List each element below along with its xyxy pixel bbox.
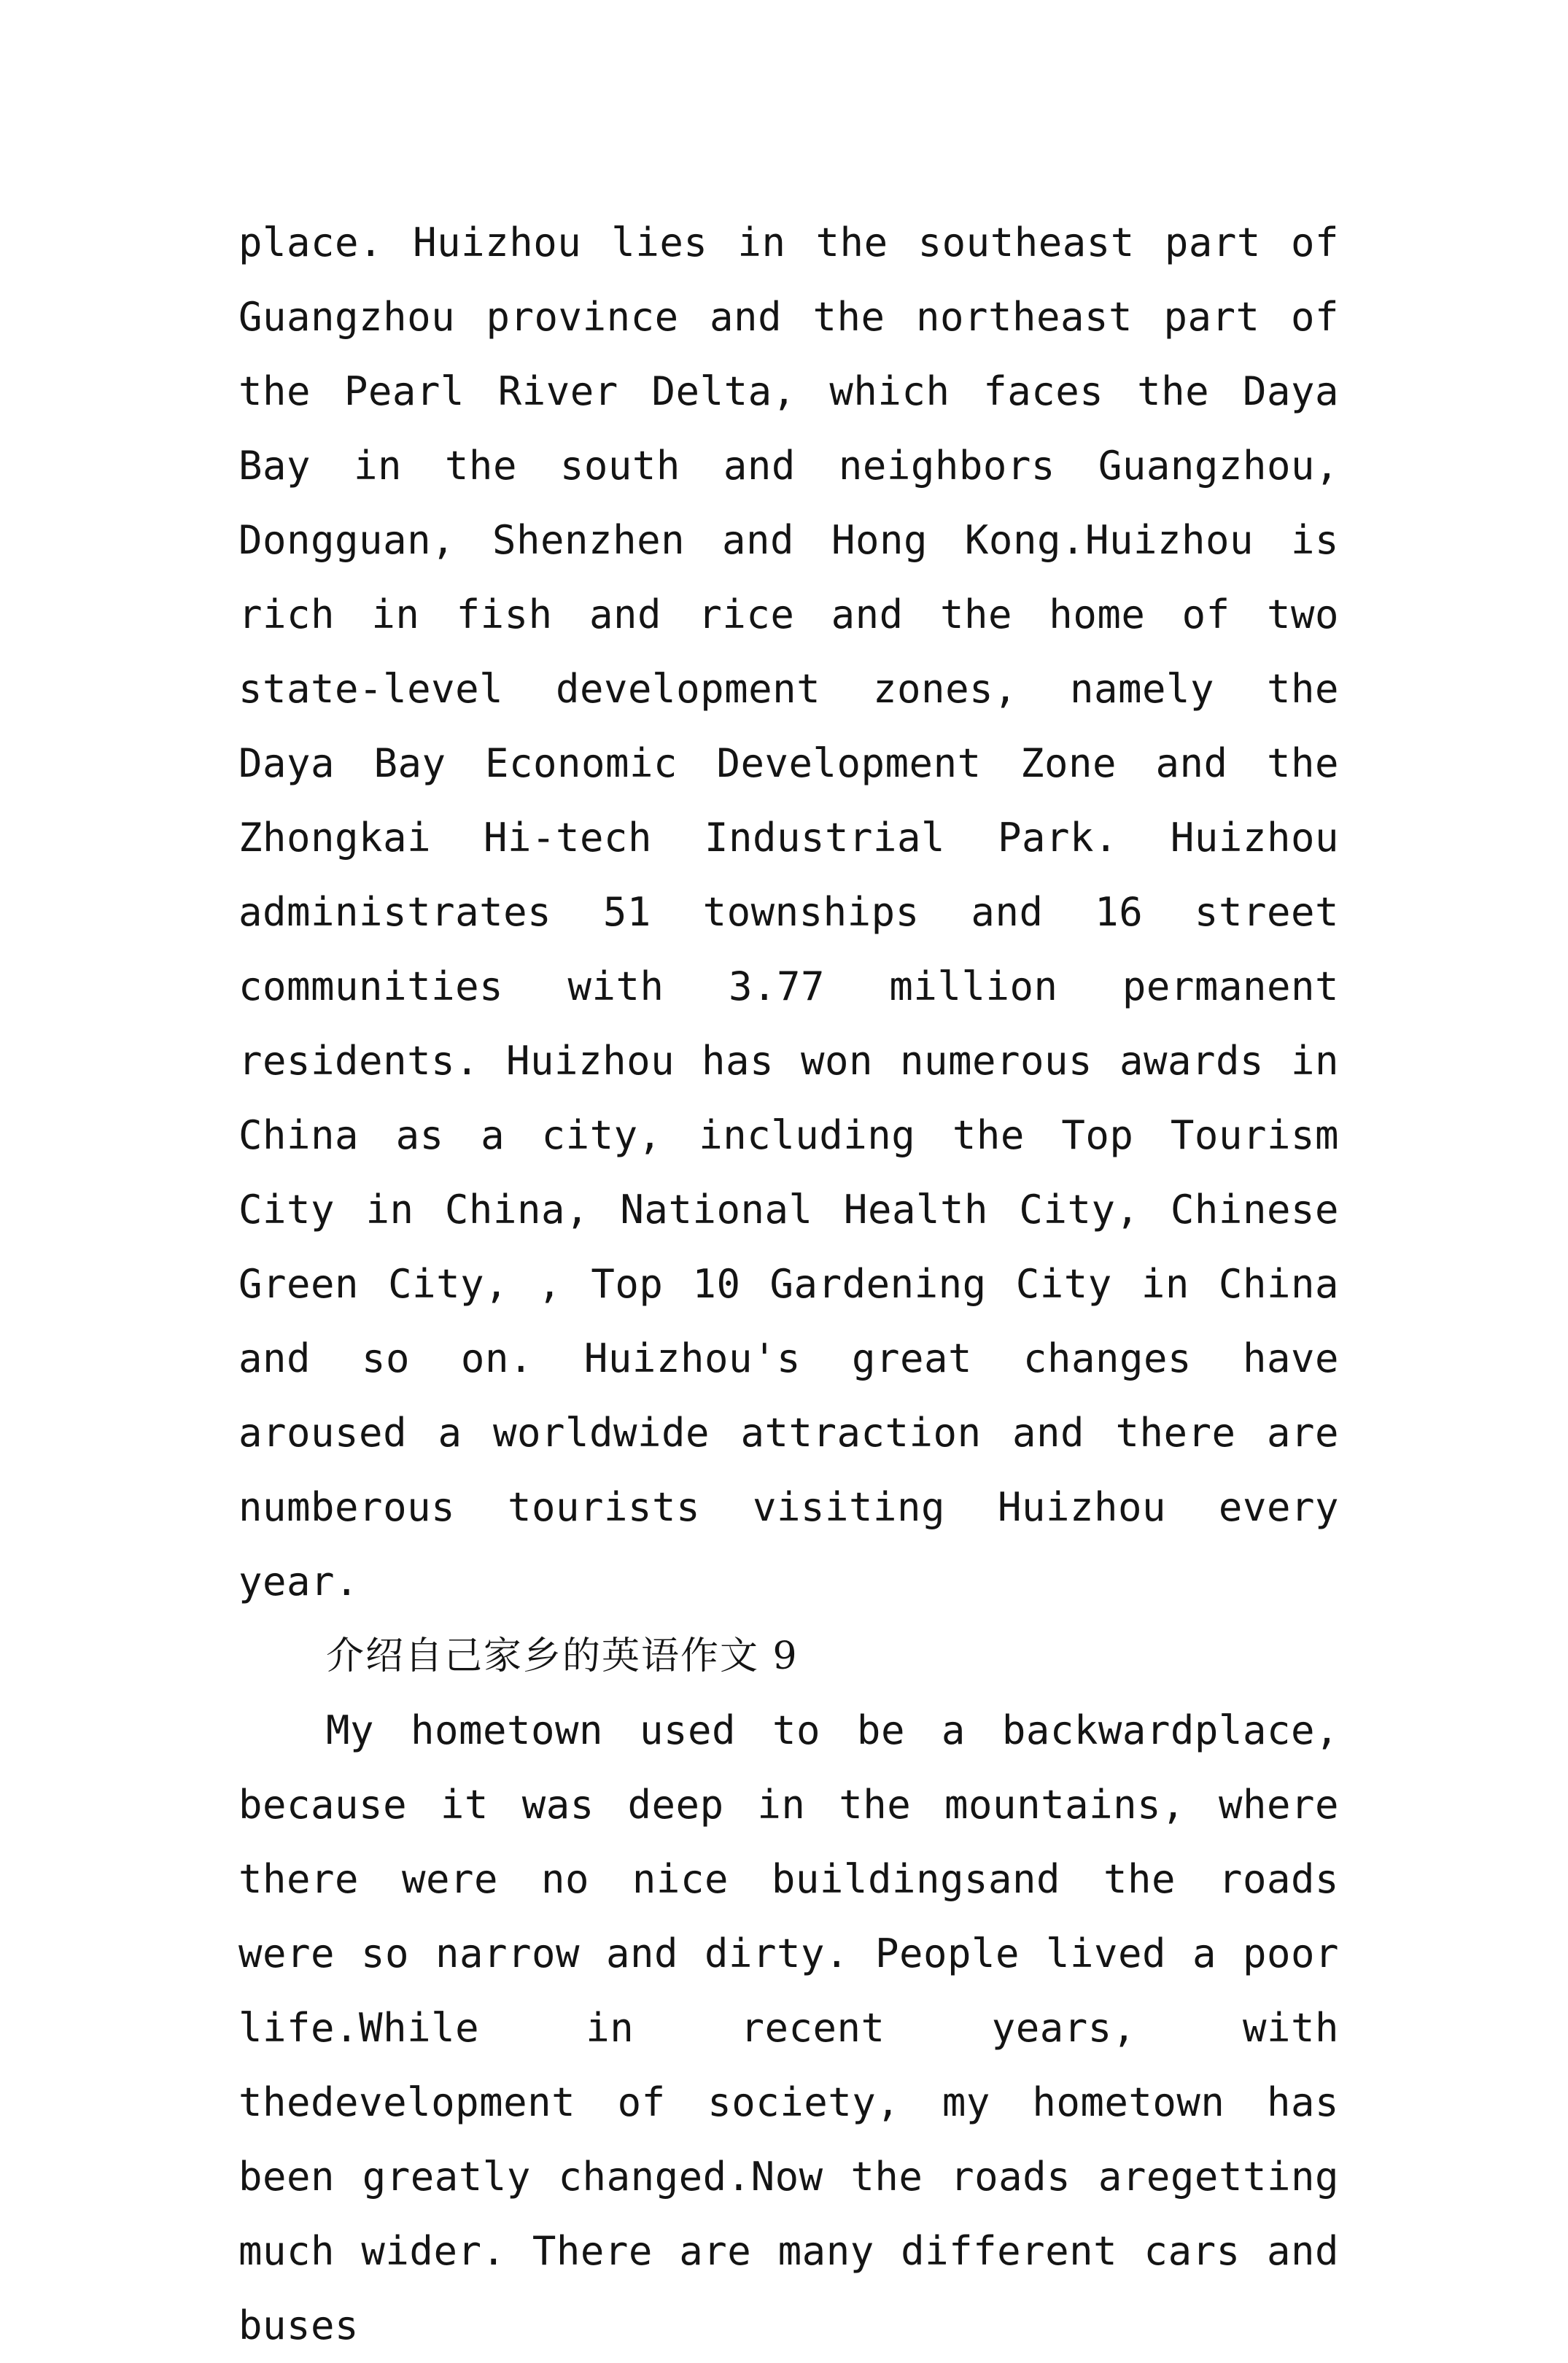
document-body xyxy=(238,206,1339,2363)
paragraph-continued: place. Huizhou lies in the southeast part of Guangzhou province and the northeast part of the Pearl River Delta, which faces the Daya Bay in the south and neighbors Guangzhou, Dongguan, Shenzhen and Hong Kong.Huizhou is rich in fish and rice and the home of two state-level development zones, namely the Daya Bay Economic Development Zone and the Zhongkai Hi-tech Industrial Park. Huizhou administrates 51 townships and 16 street communities with 3.77 million permanent residents. Huizhou has won numerous awards in China as a city, including the Top Tourism City in China, National Health City, Chinese Green City, , Top 10 Gardening City in China and so on. Huizhou's great changes have aroused a worldwide attraction and there are numberous tourists visiting Huizhou every year. xyxy=(238,220,1339,1605)
paragraph-new: My hometown used to be a backwardplace, because it was deep in the mountains, where there were no nice buildingsand the roads were so narrow and dirty. People lived a poor life.While in recent years, with thedevelopment of society, my hometown has been greatly changed.Now the roads aregetting much wider. There are many different cars and buses xyxy=(238,1707,1339,2348)
section-heading: 介绍自己家乡的英语作文 9 xyxy=(326,1634,799,1678)
